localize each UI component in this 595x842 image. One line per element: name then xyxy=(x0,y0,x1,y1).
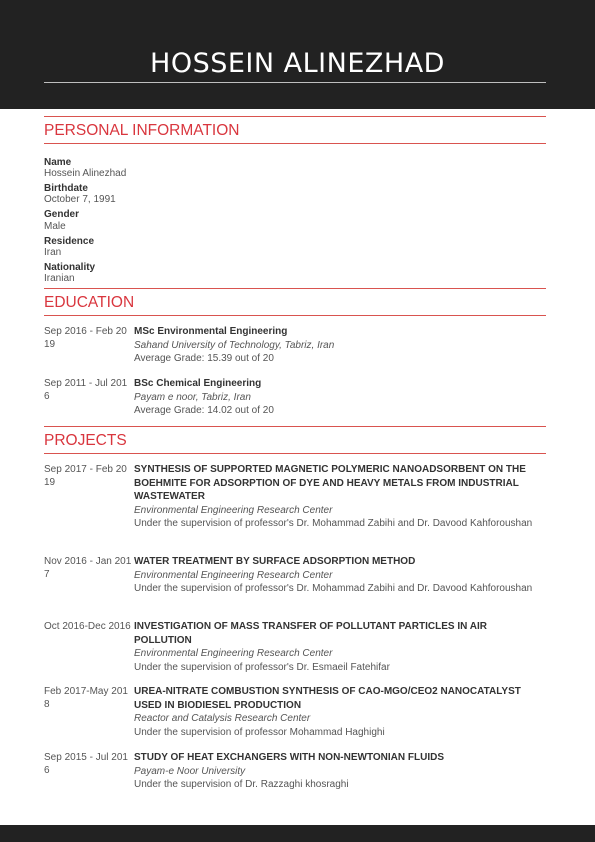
project-date: Sep 2017 - Feb 2019 xyxy=(44,464,127,488)
project-date: Oct 2016-Dec 2016 xyxy=(44,621,131,632)
project-title: WATER TREATMENT BY SURFACE ADSORPTION METHOD xyxy=(134,556,416,567)
project-supervisor: Under the supervision of Dr. Razzaghi khosraghi xyxy=(134,779,349,790)
field-value-name: Hossein Alinezhad xyxy=(44,168,127,179)
field-label-residence: Residence xyxy=(44,236,95,247)
footer-bar xyxy=(0,825,595,842)
candidate-name: HOSSEIN ALINEZHAD xyxy=(150,48,445,79)
project-title: INVESTIGATION OF MASS TRANSFER OF POLLUTANT PARTICLES IN AIR POLLUTION xyxy=(134,621,487,646)
section-heading-personal: PERSONAL INFORMATION xyxy=(44,116,546,144)
education-date: Sep 2011 - Jul 2016 xyxy=(44,378,128,402)
project-date: Feb 2017-May 2018 xyxy=(44,686,128,710)
project-supervisor: Under the supervision of professor Mohammad Haghighi xyxy=(134,726,385,738)
project-supervisor: Under the supervision of professor's Dr. Mohammad Zabihi and Dr. Davood Kahforoushan xyxy=(134,518,533,529)
field-label-gender: Gender xyxy=(44,209,80,220)
project-institution: Environmental Engineering Research Center xyxy=(134,569,333,581)
field-label-name: Name xyxy=(44,157,72,168)
education-degree: BSc Chemical Engineering xyxy=(134,378,262,389)
field-label-birthdate: Birthdate xyxy=(44,183,88,194)
field-value-birthdate: October 7, 1991 xyxy=(44,194,116,205)
project-title: STUDY OF HEAT EXCHANGERS WITH NON-NEWTONIAN FLUIDS xyxy=(134,752,444,763)
field-value-residence: Iran xyxy=(44,247,62,258)
field-value-gender: Male xyxy=(44,221,66,232)
education-date: Sep 2016 - Feb 2019 xyxy=(44,326,127,350)
project-institution: Payam-e Noor University xyxy=(134,765,246,777)
project-supervisor: Under the supervision of professor's Dr. Esmaeil Fatehifar xyxy=(134,661,390,673)
header-banner xyxy=(0,0,595,109)
project-institution: Environmental Engineering Research Center xyxy=(134,504,333,516)
project-title: UREA-NITRATE COMBUSTION SYNTHESIS OF CAO-MGO/CEO2 NANOCATALYST USED IN BIODIESEL PRODUCTION xyxy=(134,686,521,711)
education-institution: Payam e noor, Tabriz, Iran xyxy=(134,391,251,403)
project-title: SYNTHESIS OF SUPPORTED MAGNETIC POLYMERIC NANOADSORBENT ON THE BOEHMITE FOR ADSORPTION OF DYE AND HEAVY METALS FROM INDUSTRIAL WASTEWATER xyxy=(134,464,526,502)
header-divider xyxy=(44,82,546,83)
education-degree: MSc Environmental Engineering xyxy=(134,326,288,337)
project-institution: Environmental Engineering Research Center xyxy=(134,648,333,659)
project-date: Sep 2015 - Jul 2016 xyxy=(44,752,128,776)
education-grade: Average Grade: 15.39 out of 20 xyxy=(134,353,274,364)
project-institution: Reactor and Catalysis Research Center xyxy=(134,713,311,724)
field-value-nationality: Iranian xyxy=(44,273,75,284)
section-heading-education: EDUCATION xyxy=(44,288,546,316)
project-supervisor: Under the supervision of professor's Dr. Mohammad Zabihi and Dr. Davood Kahforoushan xyxy=(134,583,533,594)
field-label-nationality: Nationality xyxy=(44,262,96,273)
education-grade: Average Grade: 14.02 out of 20 xyxy=(134,405,274,416)
section-heading-projects: PROJECTS xyxy=(44,426,546,454)
education-institution: Sahand University of Technology, Tabriz, Iran xyxy=(134,339,335,351)
project-date: Nov 2016 - Jan 2017 xyxy=(44,556,132,580)
